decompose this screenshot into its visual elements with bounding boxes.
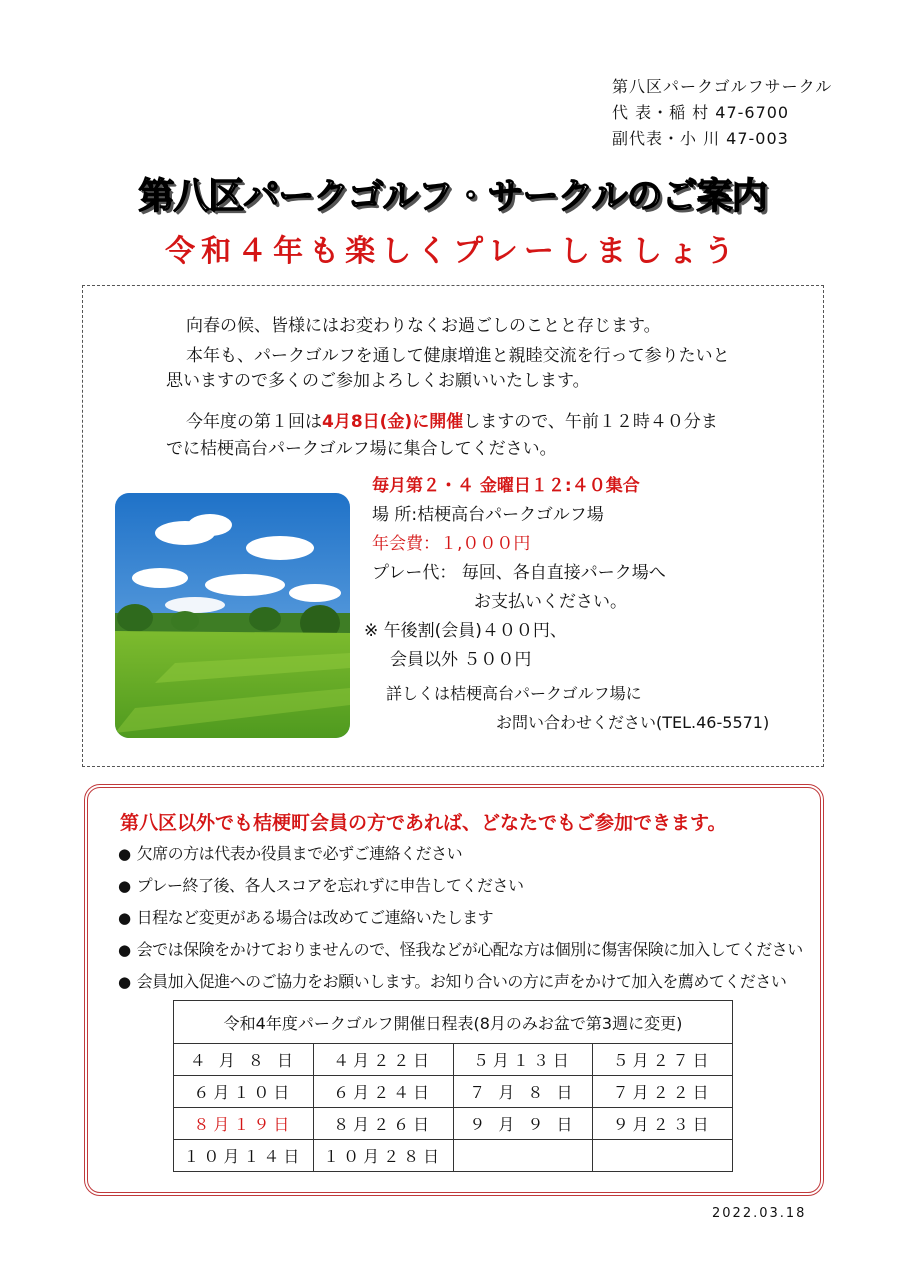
schedule-cell: ７ 月 ８ 日: [453, 1076, 593, 1108]
schedule-cell: ８月２６日: [313, 1108, 453, 1140]
notice-item-text: 会では保険をかけておりませんので、怪我などが心配な方は個別に傷害保険に加入してください: [136, 940, 803, 959]
schedule-cell: [593, 1140, 733, 1172]
footer-date: 2022.03.18: [712, 1206, 807, 1221]
schedule-cell: ６月２４日: [313, 1076, 453, 1108]
notice-item-text: 会員加入促進へのご協力をお願いします。お知り合いの方に声をかけて加入を薦めてください: [136, 972, 787, 991]
contact-line-1: 詳しくは桔梗高台パークゴルフ場に: [386, 684, 642, 703]
first-meeting-text-b: しますので、午前１２時４０分ま: [463, 412, 718, 432]
intro-line-1: 向春の候、皆様にはお変わりなくお過ごしのことと存じます。: [186, 316, 661, 336]
schedule-cell: ５月２７日: [593, 1044, 733, 1076]
representative: 代 表・稲 村 47-6700: [612, 103, 790, 122]
non-member-fee: 会員以外 ５００円: [390, 650, 532, 670]
play-fee-label: プレー代：: [372, 563, 457, 583]
vice-representative: 副代表・小 川 47-003: [612, 129, 789, 148]
intro-line-2: 本年も、パークゴルフを通して健康増進と親睦交流を行って参りたいと: [186, 346, 730, 366]
play-fee: [372, 559, 812, 588]
notice-item: [118, 838, 818, 870]
bullet-icon: ●: [118, 909, 131, 927]
schedule-cell: １０月２８日: [313, 1140, 453, 1172]
notice-list: [118, 838, 818, 998]
discount-note: ※ 午後割(会員)４００円、: [364, 621, 567, 641]
golf-course-image: [115, 493, 350, 738]
contact-line-2: お問い合わせください(TEL.46-5571): [496, 713, 770, 732]
schedule-cell: ８月１９日: [174, 1108, 314, 1140]
schedule-row: [174, 1044, 733, 1076]
golf-course-photo: [115, 493, 350, 738]
bullet-icon: ●: [118, 973, 131, 991]
notice-item: [118, 966, 818, 998]
notice-item-text: 欠席の方は代表か役員まで必ずご連絡ください: [136, 844, 463, 863]
bullet-icon: ●: [118, 941, 131, 959]
first-meeting-line-2: でに桔梗高台パークゴルフ場に集合してください。: [166, 439, 557, 459]
schedule-row: [174, 1140, 733, 1172]
first-meeting-text-a: 今年度の第１回は: [186, 412, 322, 432]
schedule-cell: ４ 月 ８ 日: [174, 1044, 314, 1076]
circle-name: 第八区パークゴルフサークル: [612, 77, 833, 96]
schedule-row: [174, 1076, 733, 1108]
contact-info: [612, 74, 862, 152]
place-info: 場 所:桔梗高台パークゴルフ場: [372, 505, 604, 525]
notice-item: [118, 902, 818, 934]
schedule-cell: ９月２３日: [593, 1108, 733, 1140]
schedule-cell: ６月１０日: [174, 1076, 314, 1108]
schedule-cell: ９ 月 ９ 日: [453, 1108, 593, 1140]
schedule-table: [173, 1000, 733, 1172]
schedule-row: [174, 1108, 733, 1140]
notice-item-text: 日程など変更がある場合は改めてご連絡いたします: [136, 908, 494, 927]
page-subtitle: 令和４年も楽しくプレーしましょう: [165, 234, 740, 269]
schedule-cell: ４月２２日: [313, 1044, 453, 1076]
notice-headline: 第八区以外でも桔梗町会員の方であれば、どなたでもご参加できます。: [120, 812, 727, 834]
play-fee-line-1: 毎回、各自直接パーク場へ: [461, 563, 666, 583]
play-fee-line-2: お支払いください。: [474, 592, 627, 612]
notice-item: [118, 870, 818, 902]
notice-item: [118, 934, 818, 966]
bullet-icon: ●: [118, 845, 131, 863]
annual-fee: 年会費：１,０００円: [372, 534, 531, 554]
page-title: 第八区パークゴルフ・サークルのご案内: [138, 176, 767, 217]
notice-item-text: プレー終了後、各人スコアを忘れずに申告してください: [136, 876, 524, 895]
first-meeting-date: 4月8日(金)に開催: [322, 412, 464, 432]
event-info: [364, 472, 812, 737]
schedule-cell: ５月１３日: [453, 1044, 593, 1076]
bullet-icon: ●: [118, 877, 131, 895]
intro-line-3: 思いますので多くのご参加よろしくお願いいたします。: [166, 371, 590, 391]
schedule-table-header: 令和4年度パークゴルフ開催日程表(8月のみお盆で第3週に変更): [174, 1001, 733, 1044]
schedule-info: 毎月第２・４ 金曜日１２:４０集合: [372, 476, 640, 496]
schedule-cell: [453, 1140, 593, 1172]
schedule-cell: ７月２２日: [593, 1076, 733, 1108]
schedule-cell: １０月１４日: [174, 1140, 314, 1172]
first-meeting-line: [166, 407, 806, 437]
